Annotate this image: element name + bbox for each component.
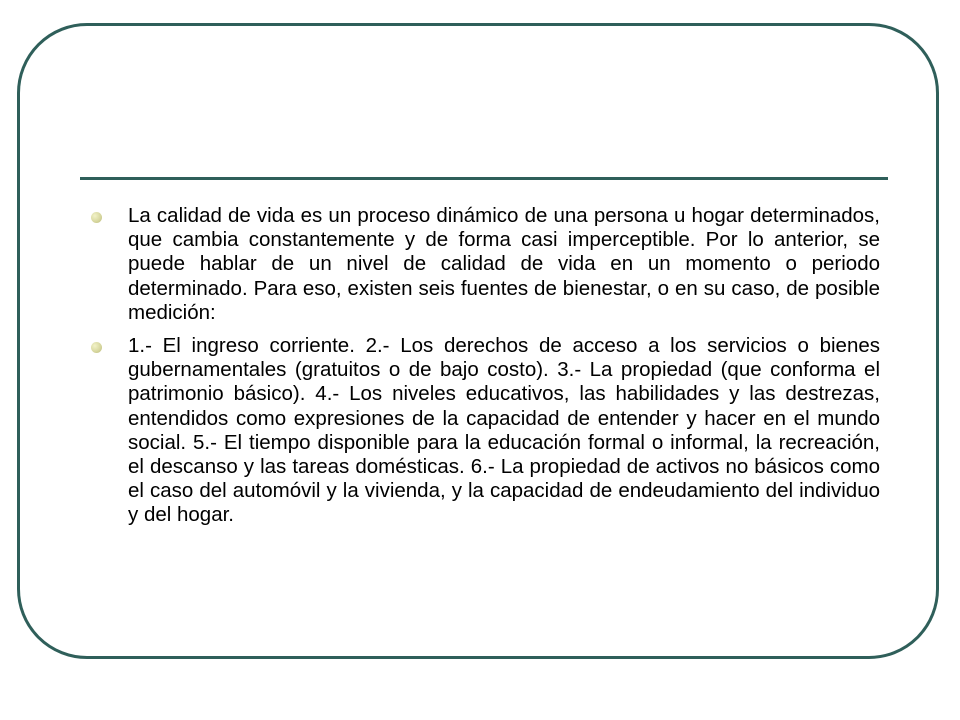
bullet-item [88,334,880,528]
bullet-dot-icon [91,342,102,353]
bullet-text: 1.- El ingreso corriente. 2.- Los derechos de acceso a los servicios o bienes gubernamentales (gratuitos o de bajo costo). 3.- La propiedad (que conforma el patrimonio básico). 4.- Los niveles educativos, las habilidades y las destrezas, entendidos como expresiones de la capacidad de entender y hacer en el mundo social. 5.- El tiempo disponible para la educación formal o informal, la recreación, el descanso y las tareas domésticas. 6.- La propiedad de activos no básicos como el caso del automóvil y la vivienda, y la capacidad de endeudamiento del individuo y del hogar. [128,334,880,527]
bullet-list [88,204,880,537]
title-divider [80,177,888,180]
bullet-dot-icon [91,212,102,223]
bullet-text: La calidad de vida es un proceso dinámico de una persona u hogar determinados, que cambia constantemente y de forma casi imperceptible. Por lo anterior, se puede hablar de un nivel de calidad de vida en un momento o periodo determinado. Para eso, existen seis fuentes de bienestar, o en su caso, de posible medición: [128,204,880,324]
bullet-item [88,204,880,325]
